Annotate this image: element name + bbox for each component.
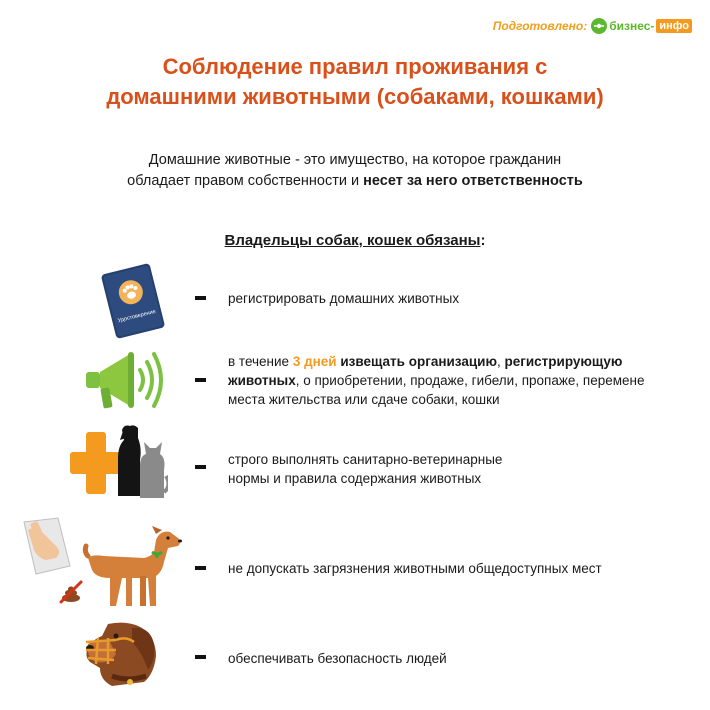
obligation-notify <box>228 352 678 409</box>
credit-label: Подготовлено: <box>492 19 588 33</box>
notify-text-2: , <box>496 354 505 369</box>
dog-icon <box>82 526 186 610</box>
intro-line-2 <box>0 171 710 192</box>
bullet-dash <box>195 378 206 382</box>
bullet-dash <box>195 655 206 659</box>
no-dog-waste-icon <box>58 580 84 604</box>
bullet-dash <box>195 465 206 469</box>
sanitary-line-2: нормы и правила содержания животных <box>228 471 482 486</box>
logo-mark-icon <box>591 18 607 34</box>
subhead-suffix: : <box>480 232 486 249</box>
obligation-no-pollution: не допускать загрязнения животными общедоступных мест <box>228 561 602 576</box>
business-info-logo[interactable] <box>591 18 692 34</box>
bullet-dash <box>195 296 206 300</box>
logo-text: бизнес- <box>609 19 655 33</box>
megaphone-icon <box>80 348 164 412</box>
obligation-register: регистрировать домашних животных <box>228 291 460 306</box>
subhead-text: Владельцы собак, кошек обязаны <box>224 232 481 249</box>
notify-text-3: , о приобретении, продаже, гибели, пропаже, перемене места жительства или сдаче собаки, кошки <box>228 373 645 407</box>
notify-bold-2: регистрирующую животных <box>228 354 623 388</box>
passport-icon <box>98 262 168 340</box>
title-line-2: домашними животными (собаками, кошками) <box>106 84 604 109</box>
logo-box: инфо <box>656 19 692 33</box>
notify-text-1: в течение <box>228 354 293 369</box>
sanitary-line-1: строго выполнять санитарно-ветеринарные <box>228 452 503 467</box>
bullet-dash <box>195 566 206 570</box>
notify-highlight: 3 дней <box>292 354 337 369</box>
intro-line-2-bold: несет за него ответственность <box>363 173 583 189</box>
intro-line-1: Домашние животные - это имущество, на которое гражданин <box>148 152 562 168</box>
dog-muzzle-icon <box>82 620 162 690</box>
intro-line-2-plain: обладает правом собственности и <box>127 173 364 189</box>
owners-obligations-heading <box>0 232 710 249</box>
bag-hand-icon <box>16 516 74 576</box>
title-line-1: Соблюдение правил проживания с <box>162 54 548 79</box>
vet-pets-icon <box>68 420 168 502</box>
intro-text <box>0 150 710 192</box>
passport-label: Удостоверение <box>117 308 157 325</box>
page-title <box>0 52 710 112</box>
obligation-sanitary <box>228 450 678 488</box>
obligation-safety: обеспечивать безопасность людей <box>228 651 447 666</box>
credit <box>493 15 692 37</box>
notify-bold-1: извещать организацию <box>336 354 497 369</box>
